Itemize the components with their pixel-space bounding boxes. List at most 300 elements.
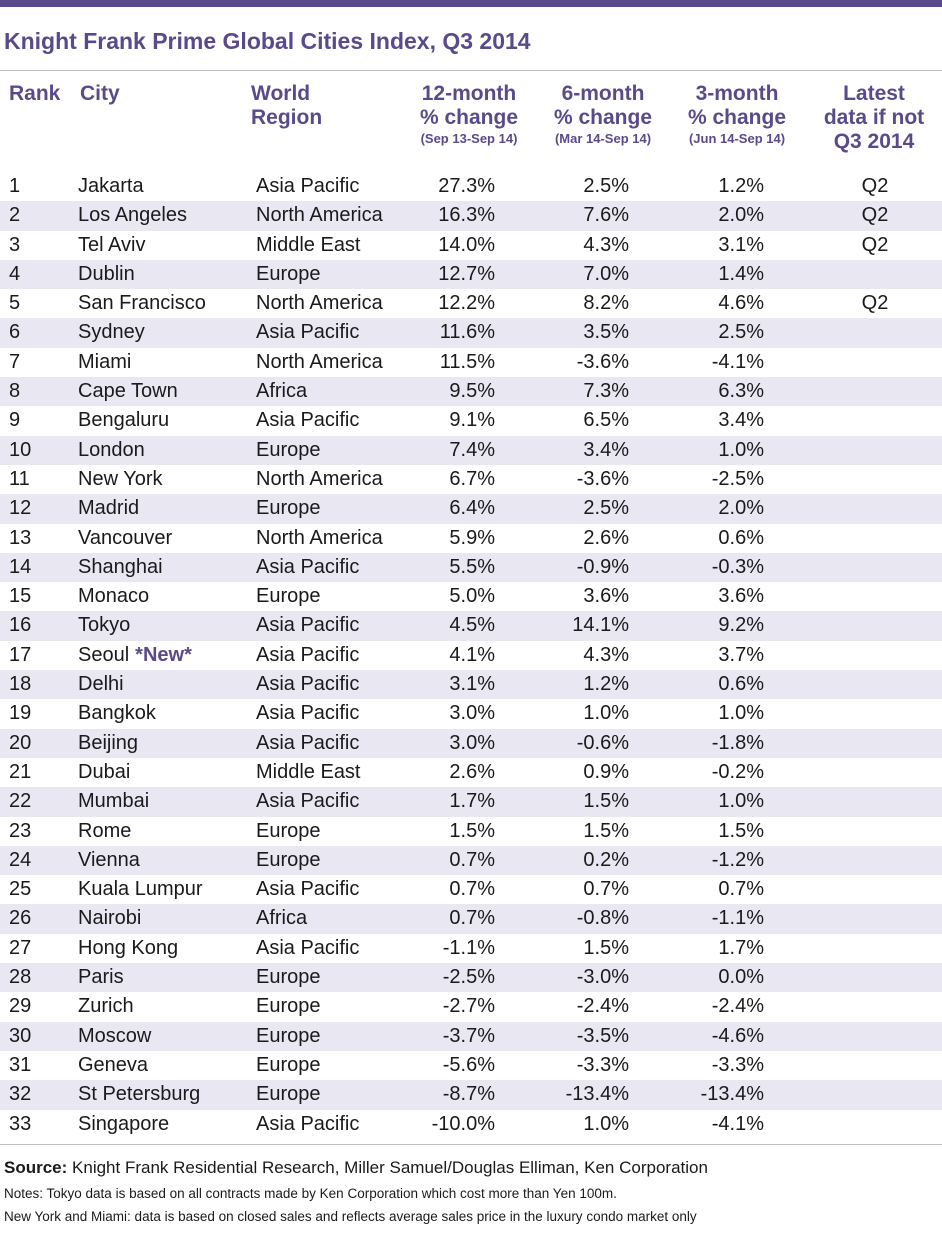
region-cell-text: Europe [256, 819, 321, 842]
table-row [0, 231, 942, 260]
change-6-month-cell-text: 7.0% [583, 262, 629, 285]
region-cell [256, 289, 383, 318]
region-cell [256, 348, 383, 377]
change-12-month-cell [380, 611, 495, 640]
change-12-month-cell-text: 0.7% [449, 878, 495, 901]
city-cell-text: Delhi [78, 673, 124, 696]
region-cell-text: North America [256, 292, 383, 315]
rank-cell-text: 16 [9, 614, 32, 637]
change-12-month-cell [380, 1022, 495, 1051]
change-12-month-cell-text: 5.9% [449, 526, 495, 549]
city-cell-text: Los Angeles [78, 204, 187, 227]
region-cell [256, 318, 359, 347]
header-region-line1: World [251, 82, 311, 105]
region-cell [256, 582, 321, 611]
city-cell [78, 699, 156, 728]
change-12-month-cell [380, 231, 495, 260]
region-cell [256, 670, 359, 699]
table-row [0, 260, 942, 289]
table-bottom-rule [0, 1144, 942, 1145]
change-6-month-cell [520, 289, 629, 318]
latest-data-cell [820, 172, 930, 201]
header-3-month-period: (Jun 14-Sep 14) [688, 131, 786, 146]
rank-cell [9, 377, 20, 406]
city-cell [78, 289, 206, 318]
change-3-month-cell [650, 611, 764, 640]
rank-cell [9, 201, 20, 230]
rank-cell [9, 1110, 31, 1139]
rank-cell [9, 465, 30, 494]
change-3-month-cell-text: 1.2% [718, 175, 764, 197]
city-cell [78, 904, 141, 933]
change-3-month-cell [650, 699, 764, 728]
rank-cell-text: 6 [9, 321, 21, 344]
region-cell-text: Europe [256, 262, 321, 285]
latest-data-cell-text: Q2 [861, 233, 889, 256]
table-row [0, 289, 942, 318]
city-cell-text: St Petersburg [78, 1083, 201, 1106]
change-3-month-cell [650, 670, 764, 699]
change-3-month-cell [650, 817, 764, 846]
change-6-month-cell-text: -3.6% [576, 350, 629, 373]
source-line [4, 1158, 708, 1178]
change-6-month-cell-text: 1.0% [583, 702, 629, 725]
change-3-month-cell [650, 846, 764, 875]
table-row [0, 670, 942, 699]
city-cell [78, 172, 144, 201]
header-12-month-line2: % change [419, 106, 519, 129]
header-city: City [80, 82, 120, 105]
region-cell-text: North America [256, 204, 383, 227]
city-cell [78, 729, 138, 758]
region-cell [256, 465, 383, 494]
change-3-month-cell-text: -2.4% [711, 995, 764, 1018]
change-12-month-cell-text: -2.5% [442, 966, 495, 989]
change-6-month-cell-text: 3.5% [583, 321, 629, 344]
change-12-month-cell-text: 11.5% [439, 350, 495, 373]
change-6-month-cell [520, 817, 629, 846]
change-6-month-cell [520, 582, 629, 611]
change-12-month-cell-text: 3.0% [449, 702, 495, 725]
rank-cell [9, 231, 20, 260]
change-12-month-cell [380, 787, 495, 816]
change-6-month-cell [520, 963, 629, 992]
change-12-month-cell [380, 670, 495, 699]
change-12-month-cell-text: 9.5% [449, 380, 495, 403]
city-cell-text: New York [78, 467, 163, 490]
rank-cell-text: 21 [9, 760, 32, 783]
change-12-month-cell [380, 729, 495, 758]
rank-cell [9, 846, 31, 875]
region-cell [256, 758, 361, 787]
top-accent-bar [0, 0, 942, 7]
city-cell [78, 377, 178, 406]
table-row [0, 406, 942, 435]
region-cell-text: Europe [256, 966, 321, 989]
change-3-month-cell-text: -1.8% [711, 731, 764, 754]
city-cell-text: Paris [78, 966, 124, 989]
change-12-month-cell-text: -10.0% [431, 1112, 495, 1135]
change-12-month-cell [380, 699, 495, 728]
region-cell [256, 963, 321, 992]
city-cell [78, 1080, 200, 1109]
header-latest-line1: Latest [843, 82, 905, 105]
region-cell-text: Africa [256, 907, 308, 930]
region-cell [256, 875, 359, 904]
change-6-month-cell [520, 992, 629, 1021]
rank-cell-text: 13 [9, 526, 32, 549]
change-6-month-cell-text: 1.2% [583, 673, 629, 696]
city-cell-text: Zurich [78, 995, 134, 1018]
city-cell [78, 611, 130, 640]
region-cell-text: Asia Pacific [256, 1112, 360, 1135]
header-3-month [667, 82, 807, 148]
change-12-month-cell [380, 377, 495, 406]
latest-data-cell-text: Q2 [861, 204, 889, 227]
rank-cell [9, 641, 31, 670]
change-3-month-cell-text: 3.1% [718, 233, 764, 256]
rank-cell [9, 699, 31, 728]
rank-cell [9, 611, 31, 640]
region-cell [256, 524, 383, 553]
change-12-month-cell-text: -1.1% [442, 936, 495, 959]
change-3-month-cell [650, 406, 764, 435]
change-6-month-cell-text: 4.3% [583, 233, 629, 256]
change-12-month-cell-text: 1.7% [449, 790, 495, 813]
change-6-month-cell-text: -0.9% [576, 555, 629, 578]
change-3-month-cell [650, 758, 764, 787]
change-6-month-cell [520, 553, 629, 582]
change-6-month-cell-text: 0.7% [583, 878, 629, 901]
change-12-month-cell-text: 2.6% [449, 760, 495, 783]
rank-cell-text: 27 [9, 936, 32, 959]
rank-cell-text: 14 [9, 555, 32, 578]
city-cell-text: San Francisco [78, 292, 206, 315]
change-3-month-cell-text: 3.6% [718, 585, 764, 608]
city-cell [78, 494, 139, 523]
table-row [0, 1110, 942, 1139]
change-3-month-cell-text: -4.6% [711, 1024, 764, 1047]
rank-cell-text: 4 [9, 262, 21, 285]
rank-cell-text: 3 [9, 233, 21, 256]
change-3-month-cell [650, 318, 764, 347]
change-12-month-cell-text: 4.5% [449, 614, 495, 637]
change-3-month-cell-text: -4.1% [711, 1112, 764, 1135]
region-cell [256, 201, 383, 230]
rank-cell-text: 26 [9, 907, 32, 930]
rank-cell [9, 172, 20, 201]
city-cell-text: Rome [78, 819, 132, 842]
change-12-month-cell-text: 14.0% [438, 233, 495, 256]
city-cell-text: Bengaluru [78, 409, 170, 432]
change-6-month-cell-text: 1.5% [583, 819, 629, 842]
region-cell [256, 787, 359, 816]
change-3-month-cell-text: 2.5% [718, 321, 764, 344]
rank-cell [9, 758, 31, 787]
table-row [0, 904, 942, 933]
region-cell-text: Europe [256, 497, 321, 520]
change-12-month-cell [380, 289, 495, 318]
change-6-month-cell [520, 172, 629, 201]
title-divider [0, 70, 942, 71]
change-12-month-cell-text: 5.0% [449, 585, 495, 608]
city-cell [78, 758, 130, 787]
change-3-month-cell [650, 231, 764, 260]
region-cell [256, 641, 359, 670]
city-cell-text: London [78, 438, 145, 461]
city-cell-text: Kuala Lumpur [78, 878, 203, 901]
change-3-month-cell [650, 348, 764, 377]
change-6-month-cell [520, 406, 629, 435]
city-cell [78, 348, 131, 377]
change-6-month-cell [520, 436, 629, 465]
table-row [0, 817, 942, 846]
region-cell [256, 406, 359, 435]
change-6-month-cell-text: 2.6% [583, 526, 629, 549]
region-cell [256, 260, 321, 289]
rank-cell-text: 8 [9, 380, 21, 403]
change-12-month-cell-text: -5.6% [442, 1053, 495, 1076]
change-12-month-cell-text: 16.3% [438, 204, 495, 227]
table-body [0, 172, 942, 1139]
city-cell [78, 1110, 169, 1139]
change-6-month-cell-text: 4.3% [583, 643, 629, 666]
change-12-month-cell-text: 3.1% [449, 673, 495, 696]
change-12-month-cell-text: 0.7% [449, 848, 495, 871]
change-3-month-cell [650, 377, 764, 406]
header-latest-line2: data if not [823, 106, 925, 129]
rank-cell-text: 1 [9, 175, 21, 197]
change-12-month-cell [380, 817, 495, 846]
latest-data-cell-text: Q2 [861, 175, 889, 197]
city-cell-text: Dublin [78, 262, 135, 285]
rank-cell [9, 494, 31, 523]
region-cell [256, 436, 321, 465]
rank-cell-text: 11 [9, 467, 30, 490]
change-3-month-cell-text: 2.0% [718, 204, 764, 227]
change-6-month-cell-text: -3.3% [576, 1053, 629, 1076]
change-12-month-cell [380, 582, 495, 611]
table-row [0, 318, 942, 347]
source-text: Knight Frank Residential Research, Miller Samuel/Douglas Elliman, Ken Corporation [67, 1158, 708, 1177]
region-cell-text: Asia Pacific [256, 702, 360, 725]
city-cell [78, 875, 203, 904]
region-cell [256, 729, 359, 758]
table-row [0, 699, 942, 728]
latest-data-cell [820, 289, 930, 318]
change-6-month-cell-text: -0.6% [576, 731, 629, 754]
table-row [0, 992, 942, 1021]
city-cell-text: Nairobi [78, 907, 142, 930]
region-cell-text: Asia Pacific [256, 790, 360, 813]
change-6-month-cell [520, 611, 629, 640]
city-cell [78, 553, 163, 582]
change-6-month-cell [520, 1022, 629, 1051]
change-12-month-cell-text: 6.4% [449, 497, 495, 520]
change-12-month-cell [380, 846, 495, 875]
change-3-month-cell-text: 1.0% [718, 702, 764, 725]
rank-cell [9, 1051, 31, 1080]
rank-cell-text: 20 [9, 731, 32, 754]
rank-cell [9, 729, 31, 758]
change-12-month-cell-text: 11.6% [439, 321, 495, 344]
header-6-month-line2: % change [553, 106, 653, 129]
header-12-month-period: (Sep 13-Sep 14) [420, 131, 518, 146]
rank-cell [9, 904, 31, 933]
region-cell [256, 553, 359, 582]
note-tokyo: Notes: Tokyo data is based on all contracts made by Ken Corporation which cost more than Yen 100m. [4, 1186, 617, 1201]
change-6-month-cell [520, 201, 629, 230]
table-row [0, 201, 942, 230]
rank-cell-text: 22 [9, 790, 32, 813]
region-cell-text: Europe [256, 585, 321, 608]
change-12-month-cell-text: 12.7% [438, 262, 495, 285]
table-row [0, 1051, 942, 1080]
rank-cell-text: 12 [9, 497, 32, 520]
change-6-month-cell [520, 1080, 629, 1109]
region-cell [256, 846, 321, 875]
change-3-month-cell [650, 582, 764, 611]
header-3-month-line1: 3-month [695, 82, 779, 105]
latest-data-cell [820, 201, 930, 230]
change-3-month-cell [650, 524, 764, 553]
table-row [0, 465, 942, 494]
change-6-month-cell-text: 7.6% [583, 204, 629, 227]
header-rank: Rank [9, 82, 61, 105]
change-3-month-cell [650, 289, 764, 318]
table-row [0, 934, 942, 963]
region-cell [256, 494, 321, 523]
change-6-month-cell [520, 641, 629, 670]
city-cell [78, 260, 135, 289]
change-6-month-cell [520, 231, 629, 260]
change-3-month-cell-text: 6.3% [718, 380, 764, 403]
change-12-month-cell [380, 1051, 495, 1080]
city-cell-text: Vancouver [78, 526, 173, 549]
region-cell-text: Europe [256, 1053, 321, 1076]
city-cell-text: Tel Aviv [78, 233, 146, 256]
header-12-month-line1: 12-month [421, 82, 517, 105]
change-12-month-cell [380, 201, 495, 230]
table-row [0, 1022, 942, 1051]
city-cell-text: Monaco [78, 585, 150, 608]
region-cell-text: Asia Pacific [256, 409, 360, 432]
city-cell-text: Geneva [78, 1053, 149, 1076]
change-3-month-cell-text: 0.6% [718, 526, 764, 549]
city-cell [78, 436, 145, 465]
rank-cell [9, 670, 31, 699]
change-3-month-cell-text: -3.3% [711, 1053, 764, 1076]
region-cell-text: North America [256, 350, 383, 373]
city-cell [78, 992, 134, 1021]
rank-cell-text: 17 [9, 643, 32, 666]
change-6-month-cell-text: -13.4% [565, 1083, 629, 1106]
change-3-month-cell [650, 201, 764, 230]
change-3-month-cell-text: -1.1% [711, 907, 764, 930]
change-6-month-cell-text: 2.5% [583, 175, 629, 197]
region-cell-text: Middle East [256, 233, 361, 256]
change-12-month-cell [380, 1080, 495, 1109]
change-3-month-cell-text: 1.7% [718, 936, 764, 959]
header-6-month [532, 82, 674, 148]
change-12-month-cell [380, 904, 495, 933]
city-cell-text: Sydney [78, 321, 145, 344]
change-6-month-cell-text: 0.9% [583, 760, 629, 783]
city-cell [78, 963, 124, 992]
header-6-month-period: (Mar 14-Sep 14) [554, 131, 652, 146]
city-cell [78, 846, 140, 875]
change-3-month-cell-text: -0.2% [711, 760, 764, 783]
change-6-month-cell-text: 3.4% [583, 438, 629, 461]
city-cell-text: Moscow [78, 1024, 152, 1047]
region-cell [256, 1080, 321, 1109]
note-newyork-miami: New York and Miami: data is based on closed sales and reflects average sales price in the luxury condo market only [4, 1209, 697, 1224]
change-6-month-cell [520, 524, 629, 553]
change-12-month-cell [380, 641, 495, 670]
city-cell [78, 406, 169, 435]
change-12-month-cell [380, 992, 495, 1021]
change-6-month-cell-text: 6.5% [583, 409, 629, 432]
city-cell-text: Cape Town [78, 380, 178, 403]
change-12-month-cell [380, 406, 495, 435]
rank-cell-text: 19 [9, 702, 32, 725]
change-6-month-cell [520, 875, 629, 904]
region-cell [256, 172, 359, 201]
region-cell-text: Europe [256, 848, 321, 871]
rank-cell-text: 25 [9, 878, 32, 901]
rank-cell-text: 18 [9, 673, 32, 696]
city-cell-text: Bangkok [78, 702, 156, 725]
city-cell-text: Shanghai [78, 555, 163, 578]
city-cell-text: Singapore [78, 1112, 170, 1135]
change-3-month-cell [650, 553, 764, 582]
chart-title: Knight Frank Prime Global Cities Index, Q3 2014 [4, 28, 531, 54]
change-12-month-cell [380, 963, 495, 992]
table-row [0, 611, 942, 640]
region-cell-text: Middle East [256, 760, 361, 783]
change-3-month-cell-text: -1.2% [711, 848, 764, 871]
change-6-month-cell-text: -0.8% [576, 907, 629, 930]
city-cell [78, 582, 149, 611]
change-6-month-cell [520, 1051, 629, 1080]
latest-data-cell [820, 231, 930, 260]
city-cell [78, 787, 149, 816]
table-row [0, 729, 942, 758]
change-6-month-cell-text: -2.4% [576, 995, 629, 1018]
table-row [0, 758, 942, 787]
change-12-month-cell [380, 348, 495, 377]
city-cell-text: Beijing [78, 731, 139, 754]
change-6-month-cell [520, 729, 629, 758]
city-cell-text: Seoul [78, 643, 130, 666]
city-cell [78, 318, 145, 347]
change-6-month-cell [520, 494, 629, 523]
change-6-month-cell-text: 1.0% [583, 1112, 629, 1135]
rank-cell-text: 9 [9, 409, 21, 432]
region-cell-text: Asia Pacific [256, 731, 360, 754]
table-row [0, 377, 942, 406]
change-3-month-cell [650, 904, 764, 933]
change-12-month-cell-text: 3.0% [449, 731, 495, 754]
region-cell-text: Europe [256, 1024, 321, 1047]
change-3-month-cell-text: -13.4% [700, 1083, 764, 1106]
change-6-month-cell-text: -3.6% [576, 467, 629, 490]
change-6-month-cell-text: 3.6% [583, 585, 629, 608]
change-12-month-cell-text: 12.2% [438, 292, 495, 315]
rank-cell-text: 2 [9, 204, 21, 227]
city-cell [78, 641, 192, 670]
change-6-month-cell-text: -3.5% [576, 1024, 629, 1047]
